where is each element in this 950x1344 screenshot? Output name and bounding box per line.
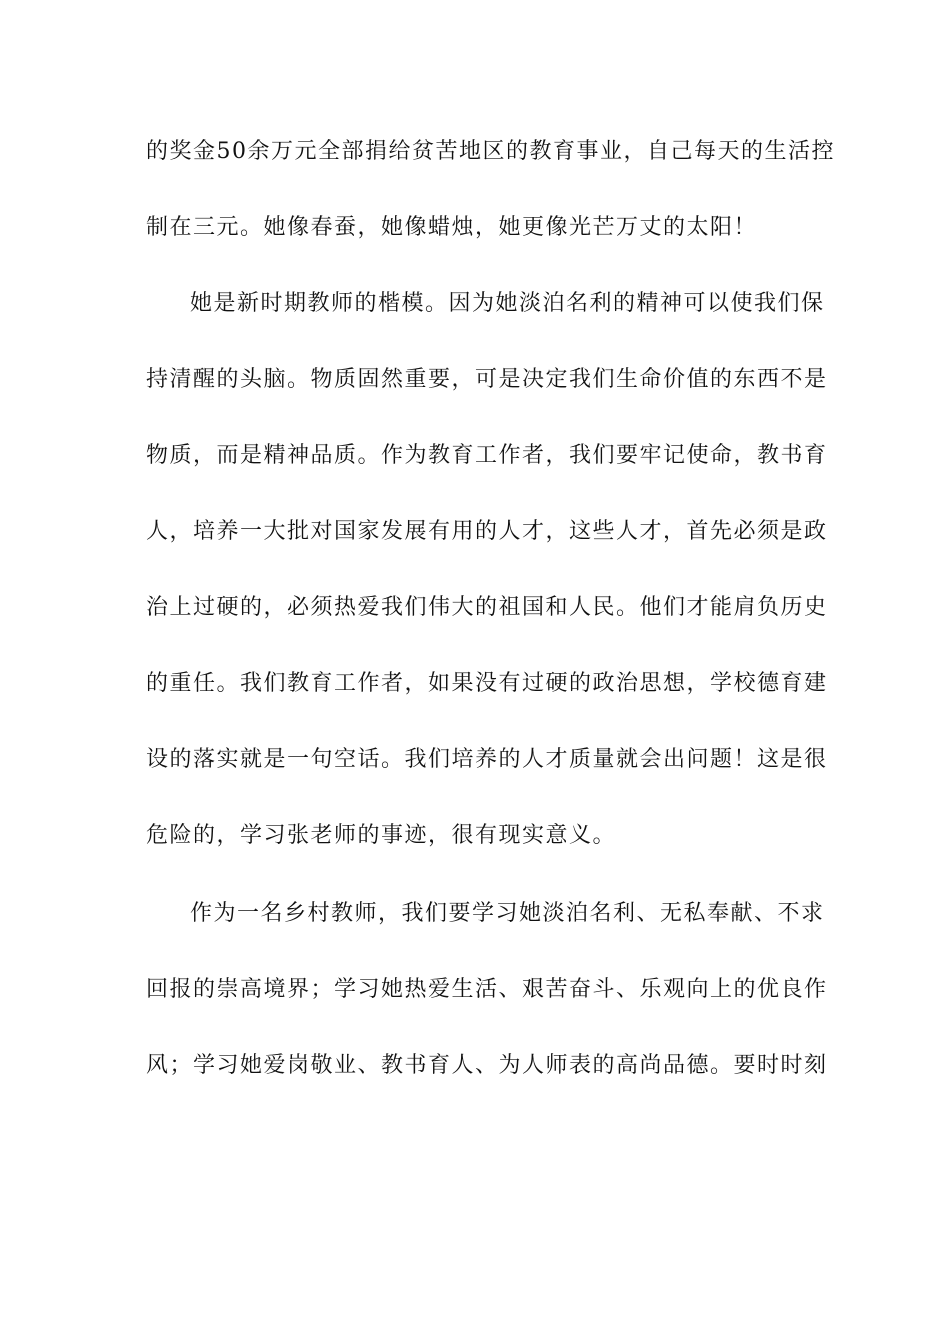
text-line: 作为一名乡村教师，我们要学习她淡泊名利、无私奉献、不求 — [190, 901, 825, 926]
text-line: 的重任。我们教育工作者，如果没有过硬的政治思想，学校德育建 — [146, 671, 828, 696]
text-line: 的奖金50余万元全部捐给贫苦地区的教育事业，自己每天的生活控 — [146, 139, 835, 164]
text-line: 持清醒的头脑。物质固然重要，可是决定我们生命价值的东西不是 — [146, 367, 828, 392]
text-line: 回报的崇高境界；学习她热爱生活、艰苦奋斗、乐观向上的优良作 — [146, 977, 828, 1002]
text-line: 危险的，学习张老师的事迹，很有现实意义。 — [146, 823, 617, 848]
text-line: 设的落实就是一句空话。我们培养的人才质量就会出问题！这是很 — [146, 747, 828, 772]
text-line: 她是新时期教师的楷模。因为她淡泊名利的精神可以使我们保 — [190, 291, 825, 316]
text-line: 治上过硬的，必须热爱我们伟大的祖国和人民。他们才能肩负历史 — [146, 595, 828, 620]
text-line: 风；学习她爱岗敬业、教书育人、为人师表的高尚品德。要时时刻 — [146, 1053, 828, 1078]
text-line: 物质，而是精神品质。作为教育工作者，我们要牢记使命，教书育 — [146, 443, 828, 468]
text-line: 制在三元。她像春蚕，她像蜡烛，她更像光芒万丈的太阳！ — [146, 215, 758, 240]
text-line: 人，培养一大批对国家发展有用的人才，这些人才，首先必须是政 — [146, 519, 828, 544]
